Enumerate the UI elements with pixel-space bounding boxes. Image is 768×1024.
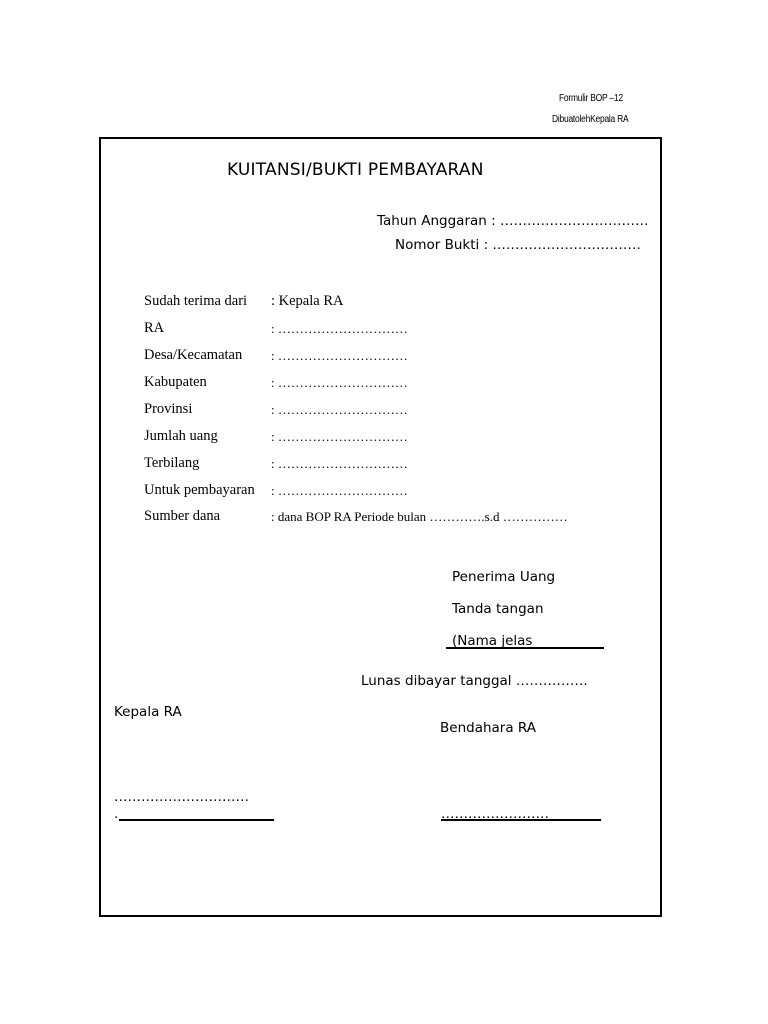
field-label: Kabupaten	[144, 374, 207, 390]
head-name-mark: .	[114, 806, 119, 822]
treasurer-signature-line	[441, 819, 601, 821]
field-value: : Kepala RA	[271, 293, 344, 309]
receiver-signature-label: Tanda tangan	[452, 601, 544, 617]
head-signature-line	[119, 819, 274, 821]
tahun-anggaran: Tahun Anggaran : ……………………………	[377, 213, 649, 229]
field-label: Provinsi	[144, 401, 193, 417]
receiver-title: Penerima Uang	[452, 569, 556, 585]
field-value: : …………………………	[271, 348, 408, 363]
made-by-note: DibuatolehKepala RA	[552, 114, 629, 125]
treasurer-title: Bendahara RA	[440, 720, 536, 736]
field-label: Jumlah uang	[144, 428, 218, 444]
receiver-name-label: (Nama jelas	[452, 633, 533, 649]
field-value: : …………………………	[271, 456, 408, 471]
field-value: : dana BOP RA Periode bulan ………….s.d ……………	[271, 509, 568, 524]
field-value: : …………………………	[271, 321, 408, 336]
receipt-title: KUITANSI/BUKTI PEMBAYARAN	[227, 160, 484, 180]
head-title: Kepala RA	[114, 704, 182, 720]
nomor-bukti: Nomor Bukti : ……………………………	[395, 237, 641, 253]
receiver-signature-line	[446, 647, 604, 649]
field-value: : …………………………	[271, 402, 408, 417]
field-label: Terbilang	[144, 455, 200, 471]
field-label: Untuk pembayaran	[144, 482, 255, 498]
field-value: : …………………………	[271, 375, 408, 390]
field-label: Desa/Kecamatan	[144, 347, 243, 363]
paid-date: Lunas dibayar tanggal …………….	[361, 673, 588, 689]
treasurer-name-dots: ……………………	[441, 806, 549, 822]
head-name-dots: …………………………	[114, 789, 249, 805]
field-label: Sumber dana	[144, 508, 221, 524]
form-code: Formulir BOP –12	[559, 93, 623, 104]
field-value: : …………………………	[271, 483, 408, 498]
field-value: : …………………………	[271, 429, 408, 444]
field-label: Sudah terima dari	[144, 293, 248, 309]
field-label: RA	[144, 320, 165, 336]
